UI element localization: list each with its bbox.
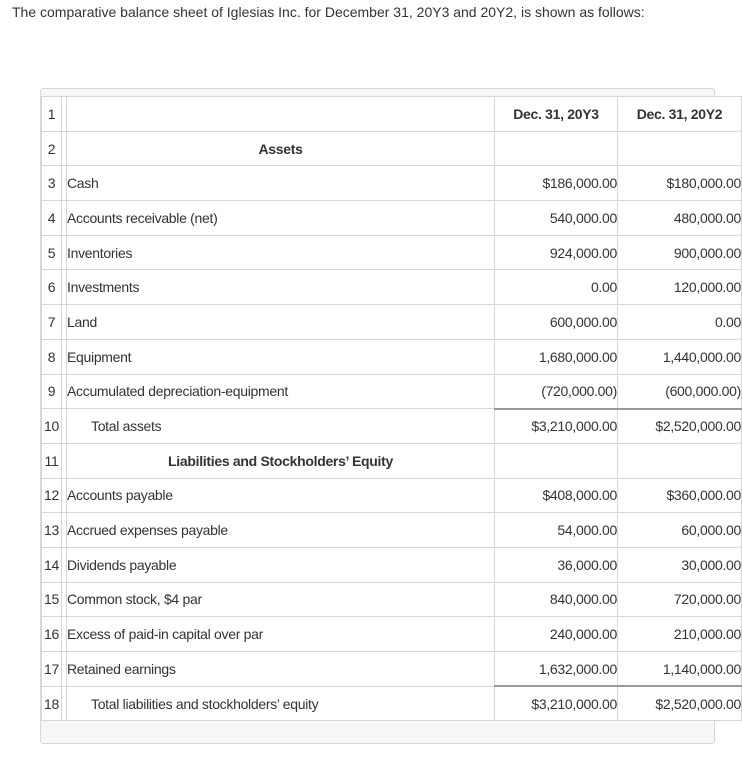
value-20y2: 480,000.00 (618, 201, 742, 236)
row-number: 13 (42, 513, 62, 548)
table-row (42, 166, 742, 201)
value-20y3: 240,000.00 (495, 617, 618, 652)
value-20y3: 600,000.00 (495, 305, 618, 340)
intro-text: The comparative balance sheet of Iglesias Inc. for December 31, 20Y3 and 20Y2, is shown as follows: (12, 4, 645, 20)
table-row (42, 547, 742, 582)
row-number: 2 (42, 131, 62, 166)
account-label: Investments (67, 270, 495, 305)
table-row (42, 374, 742, 409)
account-label: Accrued expenses payable (67, 513, 495, 548)
row-number: 18 (42, 686, 62, 721)
row-number: 9 (42, 374, 62, 409)
account-label: Total assets (67, 409, 495, 444)
value-20y3: $186,000.00 (495, 166, 618, 201)
value-20y3: 924,000.00 (495, 235, 618, 270)
account-label: Retained earnings (67, 652, 495, 687)
account-label: Dividends payable (67, 547, 495, 582)
value-20y3: $3,210,000.00 (495, 409, 618, 444)
account-label: Accounts payable (67, 478, 495, 513)
value-20y2: (600,000.00) (618, 374, 742, 409)
value-20y2: $2,520,000.00 (618, 409, 742, 444)
value-20y3: 840,000.00 (495, 582, 618, 617)
row-number: 14 (42, 547, 62, 582)
account-label: Equipment (67, 339, 495, 374)
row-number: 3 (42, 166, 62, 201)
value-20y2: 1,140,000.00 (618, 652, 742, 687)
value-20y2: 60,000.00 (618, 513, 742, 548)
table-row (42, 582, 742, 617)
row-number: 12 (42, 478, 62, 513)
value-20y3: 54,000.00 (495, 513, 618, 548)
table-row (42, 652, 742, 687)
account-label: Total liabilities and stockholders’ equity (67, 686, 495, 721)
value-20y2: 1,440,000.00 (618, 339, 742, 374)
value-20y2: 120,000.00 (618, 270, 742, 305)
account-label: Accounts receivable (net) (67, 201, 495, 236)
value-20y3: 540,000.00 (495, 201, 618, 236)
row-number: 16 (42, 617, 62, 652)
table-row (42, 617, 742, 652)
account-label: Cash (67, 166, 495, 201)
value-20y2 (618, 131, 742, 166)
row-number: 5 (42, 235, 62, 270)
account-label: Land (67, 305, 495, 340)
table-row (42, 513, 742, 548)
value-20y3: 0.00 (495, 270, 618, 305)
value-20y2: 210,000.00 (618, 617, 742, 652)
value-20y2: $360,000.00 (618, 478, 742, 513)
table-row (42, 201, 742, 236)
value-20y2: 0.00 (618, 305, 742, 340)
value-20y3 (495, 131, 618, 166)
table-row (42, 686, 742, 721)
account-label: Common stock, $4 par (67, 582, 495, 617)
table-row (42, 443, 742, 478)
balance-sheet-table (41, 96, 742, 721)
account-label: Accumulated depreciation-equipment (67, 374, 495, 409)
row-number: 11 (42, 443, 62, 478)
column-header-20y3: Dec. 31, 20Y3 (495, 97, 618, 132)
section-heading: Liabilities and Stockholders’ Equity (67, 443, 495, 478)
table-row (42, 339, 742, 374)
table-row (42, 478, 742, 513)
value-20y2: 720,000.00 (618, 582, 742, 617)
table-row (42, 305, 742, 340)
value-20y3: $408,000.00 (495, 478, 618, 513)
row-number: 8 (42, 339, 62, 374)
table-row (42, 235, 742, 270)
value-20y2: 30,000.00 (618, 547, 742, 582)
section-heading: Assets (67, 131, 495, 166)
row-number: 7 (42, 305, 62, 340)
value-20y2 (618, 443, 742, 478)
table-row (42, 409, 742, 444)
table-row (42, 97, 742, 132)
table-row (42, 131, 742, 166)
account-label (67, 97, 495, 132)
row-number: 4 (42, 201, 62, 236)
row-number: 17 (42, 652, 62, 687)
table-row (42, 270, 742, 305)
value-20y3: (720,000.00) (495, 374, 618, 409)
value-20y3: 36,000.00 (495, 547, 618, 582)
value-20y3: 1,680,000.00 (495, 339, 618, 374)
row-number: 1 (42, 97, 62, 132)
value-20y2: $180,000.00 (618, 166, 742, 201)
row-number: 10 (42, 409, 62, 444)
value-20y2: $2,520,000.00 (618, 686, 742, 721)
row-number: 15 (42, 582, 62, 617)
row-number: 6 (42, 270, 62, 305)
value-20y2: 900,000.00 (618, 235, 742, 270)
value-20y3: 1,632,000.00 (495, 652, 618, 687)
value-20y3: $3,210,000.00 (495, 686, 618, 721)
value-20y3 (495, 443, 618, 478)
account-label: Excess of paid-in capital over par (67, 617, 495, 652)
column-header-20y2: Dec. 31, 20Y2 (618, 97, 742, 132)
account-label: Inventories (67, 235, 495, 270)
